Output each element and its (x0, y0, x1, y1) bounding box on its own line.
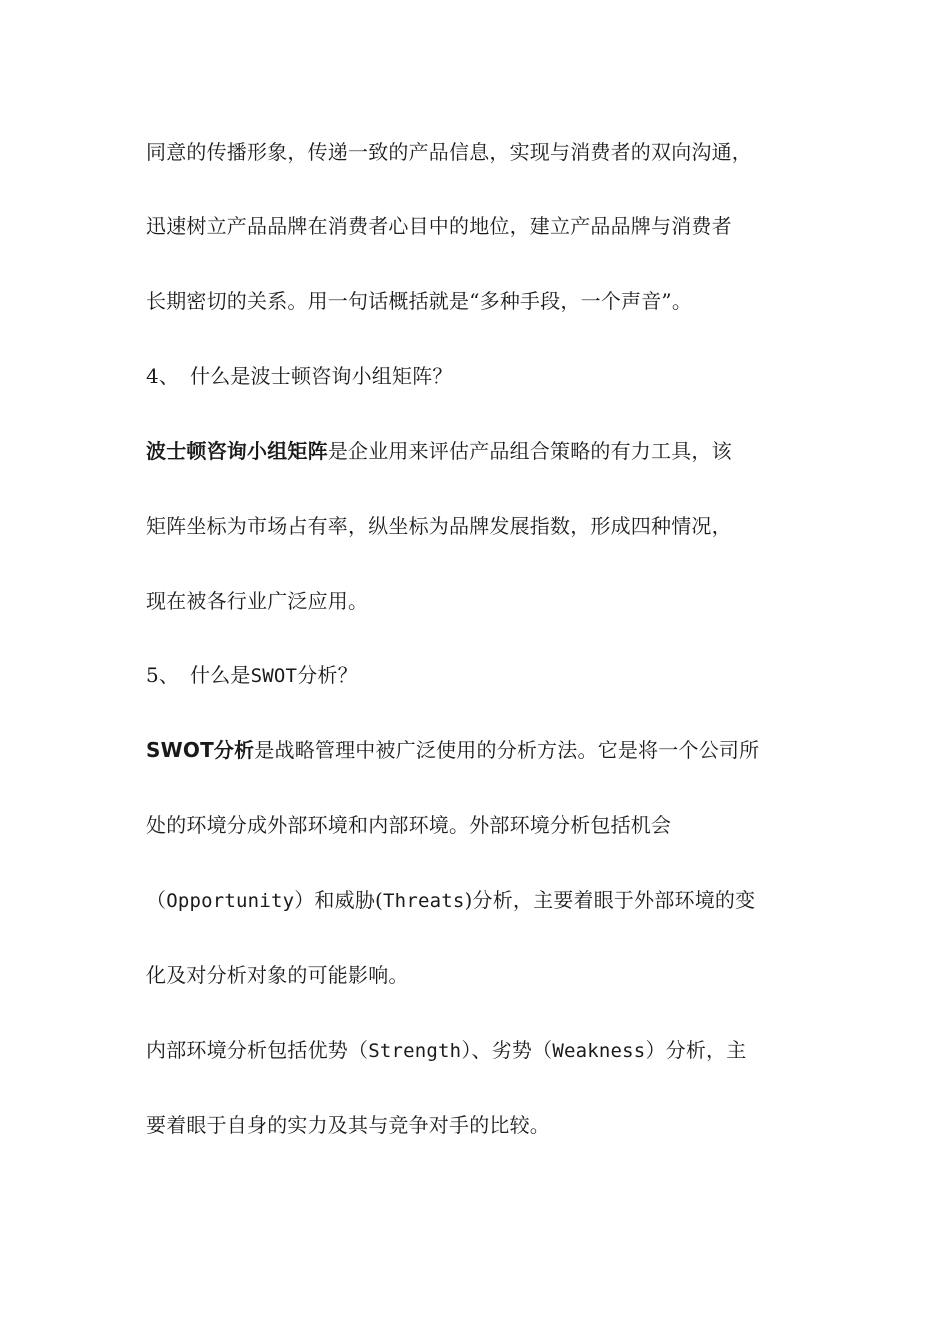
answer-4-line-1 (146, 437, 816, 465)
answer-5-line-4: 化及对分析对象的可能影响。 (146, 963, 409, 987)
answer-4-term: 波士顿咨询小组矩阵 (146, 439, 328, 463)
answer-4-line-1-text: 是企业用来评估产品组合策略的有力工具，该 (327, 439, 732, 463)
answer-4-line-2: 矩阵坐标为市场占有率，纵坐标为品牌发展指数，形成四种情况， (146, 514, 732, 538)
question-5-number: 5、 (146, 663, 180, 687)
intro-line-1: 同意的传播形象，传递一致的产品信息，实现与消费者的双向沟通， (146, 140, 752, 164)
question-4-number: 4、 (146, 364, 180, 388)
answer-5-strength: Strength (368, 1040, 462, 1062)
answer-5-line-2: 处的环境分成外部环境和内部环境。外部环境分析包括机会 (146, 813, 672, 837)
question-4-text: 什么是波士顿咨询小组矩阵？ (190, 364, 453, 388)
answer-5-line-1-text: 是战略管理中被广泛使用的分析方法。它是将一个公司所 (254, 738, 760, 762)
answer-5-line-3 (146, 886, 816, 915)
answer-5-weakness: Weakness (552, 1040, 646, 1062)
answer-4-line-3: 现在被各行业广泛应用。 (146, 589, 369, 613)
question-5 (146, 661, 816, 690)
question-4 (146, 362, 816, 390)
answer-5-line-5-b: ）、劣势（ (461, 1038, 553, 1062)
answer-5-line-6: 要着眼于自身的实力及其与竞争对手的比较。 (146, 1113, 550, 1137)
answer-5-line-3-a: （ (146, 888, 167, 912)
intro-line-3: 长期密切的关系。用一句话概括就是“多种手段，一个声音”。 (146, 289, 693, 313)
answer-5-line-5-c: ）分析，主 (645, 1038, 747, 1062)
answer-5-line-5-a: 内部环境分析包括优势（ (146, 1038, 369, 1062)
answer-5-opportunity: Opportunity (166, 890, 295, 912)
answer-5-line-3-b: ）和威胁( (294, 888, 384, 912)
answer-5-line-1 (146, 736, 816, 764)
question-5-term: SWOT (250, 665, 298, 687)
answer-5-line-3-c: )分析，主要着眼于外部环境的变 (464, 888, 756, 912)
question-5-text-post: 分析？ (297, 663, 358, 687)
answer-5-line-5 (146, 1036, 816, 1065)
answer-5-term: SWOT分析 (146, 738, 255, 762)
answer-5-threats: Threats (383, 890, 465, 912)
intro-line-2: 迅速树立产品品牌在消费者心目中的地位，建立产品品牌与消费者 (146, 214, 732, 238)
question-5-text-pre: 什么是 (190, 663, 251, 687)
